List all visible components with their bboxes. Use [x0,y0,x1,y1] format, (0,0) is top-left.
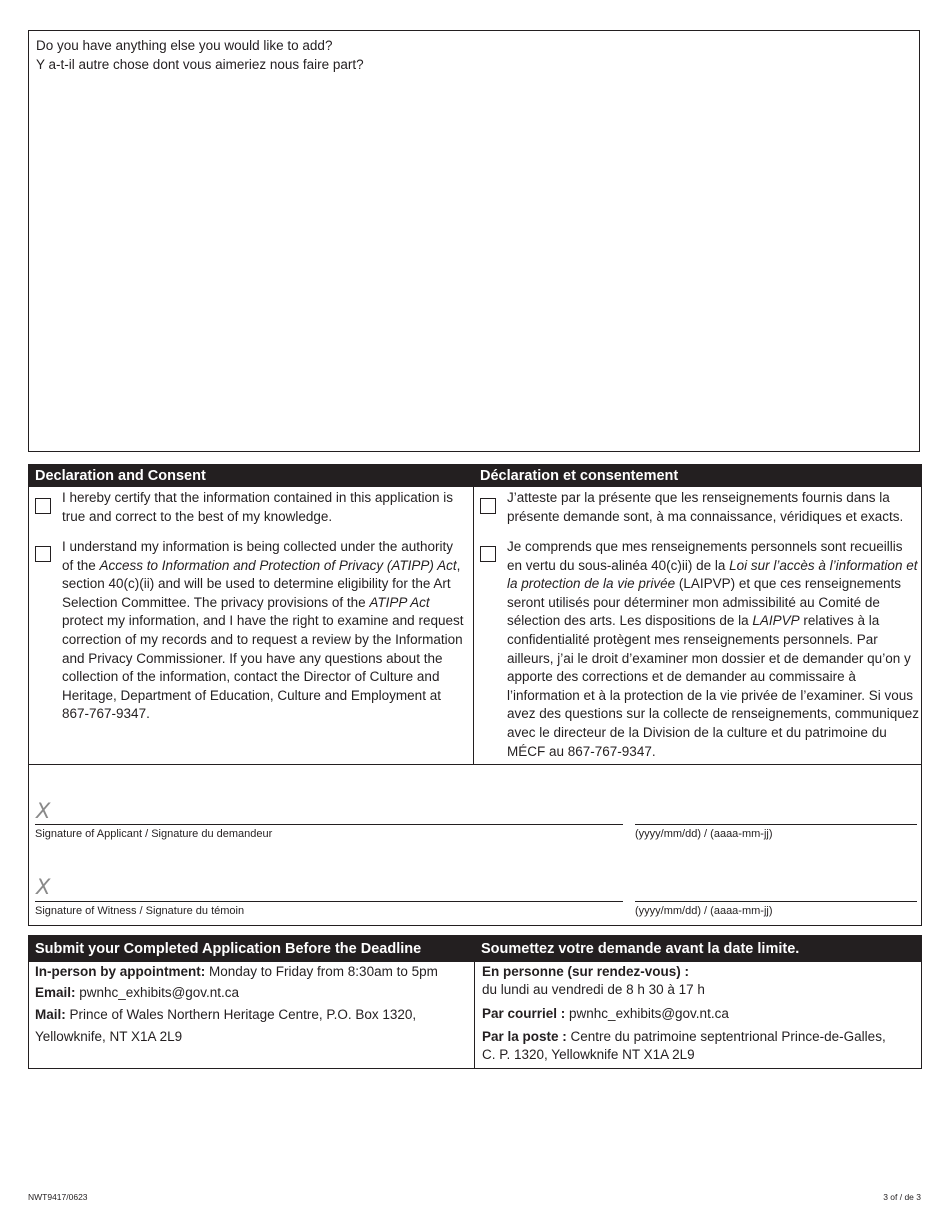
privacy-checkbox-fr[interactable] [480,546,496,562]
submit-column-divider [474,962,475,1068]
submit-header-en: Submit your Completed Application Before the Deadline [29,936,475,962]
submit-mail-en-line2: Yellowknife, NT X1A 2L9 [35,1029,183,1044]
applicant-signature-label: Signature of Applicant / Signature du demandeur [35,828,273,840]
declaration-divider [29,764,921,765]
additional-question [36,36,364,74]
witness-signature-x-mark: X [36,875,51,899]
privacy-checkbox-en[interactable] [35,546,51,562]
submit-email-en: Email: pwnhc_exhibits@gov.nt.ca [35,985,240,1000]
declaration-section [28,464,922,926]
submit-header-fr: Soumettez votre demande avant la date limite. [475,936,921,962]
submit-inperson-fr-label: En personne (sur rendez-vous) : [482,964,690,979]
column-divider [473,487,474,765]
additional-comments-box[interactable] [28,30,920,452]
declaration-header-fr: Déclaration et consentement [474,465,921,487]
privacy-text-en: I understand my information is being collected under the authority of the Access to Information and Protection of Privacy (ATIPP) Act, section 40(c)(ii) and will be used to determine eligibility for the Art Selection Committee. The privacy provisions of the ATIPP Act protect my information, and I have the right to examine and request correction of my records and to request a review by the Information and Privacy Commissioner. If you have any questions about the collection of the information, contact the Director of Culture and Heritage, Department of Education, Culture and Employment at 867-767-9347. [62,539,464,722]
submit-inperson-fr-value: du lundi au vendredi de 8 h 30 à 17 h [482,982,705,997]
applicant-signature-x-mark: X [36,799,51,823]
submit-section [28,935,922,1069]
form-code: NWT9417/0623 [28,1192,88,1202]
certify-text-fr: J’atteste par la présente que les renseignements fournis dans la présente demande sont, à ma connaissance, véridiques et exacts. [507,490,904,524]
applicant-signature-line[interactable] [35,824,623,825]
certify-checkbox-fr[interactable] [480,498,496,514]
page-number: 3 of / de 3 [883,1192,921,1202]
submit-inperson-en: In-person by appointment: Monday to Friday from 8:30am to 5pm [35,964,438,979]
additional-question-fr: Y a-t-il autre chose dont vous aimeriez nous faire part? [36,57,364,72]
submit-mail-en: Mail: Prince of Wales Northern Heritage Centre, P.O. Box 1320, [35,1007,417,1022]
witness-signature-label: Signature of Witness / Signature du témoin [35,905,245,917]
applicant-date-label: (yyyy/mm/dd) / (aaaa-mm-jj) [635,828,773,840]
witness-date-label: (yyyy/mm/dd) / (aaaa-mm-jj) [635,905,773,917]
witness-date-line[interactable] [635,901,917,902]
witness-signature-line[interactable] [35,901,623,902]
submit-email-fr: Par courriel : pwnhc_exhibits@gov.nt.ca [482,1006,729,1021]
certify-text-en: I hereby certify that the information contained in this application is true and correct to the best of my knowledge. [62,490,453,524]
submit-mail-fr-line2: C. P. 1320, Yellowknife NT X1A 2L9 [482,1047,695,1062]
additional-question-en: Do you have anything else you would like to add? [36,38,333,53]
declaration-header-en: Declaration and Consent [29,465,474,487]
privacy-text-fr: Je comprends que mes renseignements personnels sont recueillis en vertu du sous-alinéa 40(c)ii) de la Loi sur l’accès à l’information et la protection de la vie privée (LAIPVP) et que ces renseignements seront utilisés pour déterminer mon admissibilité au Comité de sélection des arts. Les dispositions de la LAIPVP relatives à la confidentialité protègent mes renseignements personnels. Par ailleurs, j’ai le droit d’examiner mon dossier et de demander qu’on y apporte des corrections et de demander au commissaire à l’information et à la protection de la vie privée de l’examiner. Si vous avez des questions sur la collecte de renseignements, communiquez avec le directeur de la Division de la culture et du patrimoine du MÉCF au 867-767-9347. [507,539,919,759]
applicant-date-line[interactable] [635,824,917,825]
submit-mail-fr: Par la poste : Centre du patrimoine septentrional Prince-de-Galles, [482,1029,886,1044]
certify-checkbox-en[interactable] [35,498,51,514]
